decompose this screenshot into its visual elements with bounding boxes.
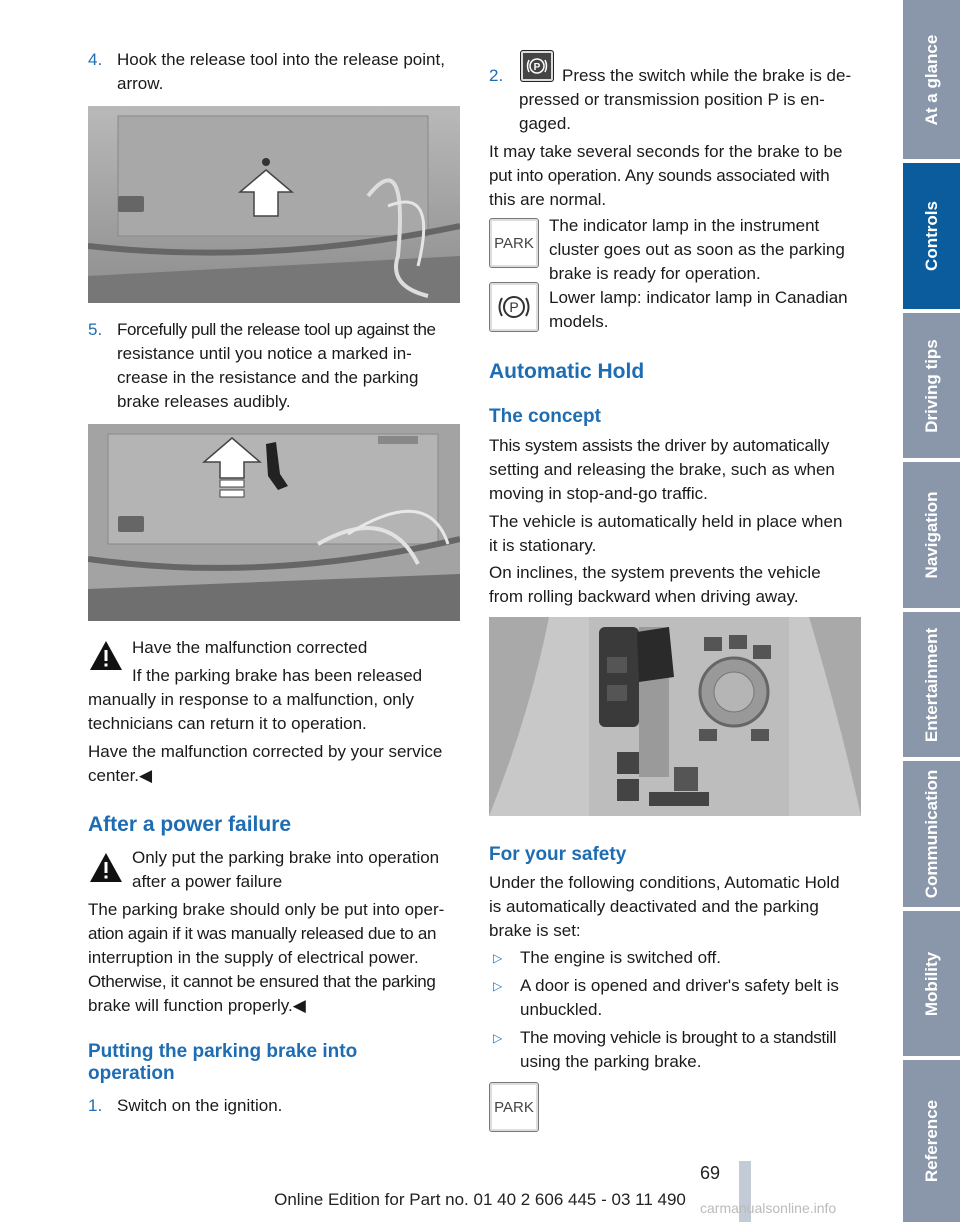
step-5-text-line3: crease in the resistance and the parking <box>117 368 419 387</box>
lower-line2: models. <box>549 312 609 331</box>
concept-line3: moving in stop-and-go traffic. <box>489 484 708 503</box>
park-label: PARK <box>494 234 534 252</box>
indicator-line3: brake is ready for operation. <box>549 264 761 283</box>
step-2-text-line1: Press the switch while the brake is de‐ <box>562 66 852 85</box>
tab-reference[interactable]: Reference <box>903 1060 960 1222</box>
indicator-line2: cluster goes out as soon as the parking <box>549 240 845 259</box>
bullet-3-line1: The moving vehicle is brought to a standstill <box>520 1028 837 1047</box>
page-number: 69 <box>700 1163 721 1183</box>
step-5-text-line1: Forcefully pull the release tool up against the <box>117 320 436 339</box>
step-2-text-line2: pressed or transmission position P is en‐ <box>519 90 825 109</box>
step-5-number: 5. <box>88 320 103 339</box>
warn2-line3: The parking brake should only be put into oper‐ <box>88 900 445 919</box>
power-failure-heading: After a power failure <box>88 813 292 836</box>
center-console-photo <box>489 617 861 816</box>
watermark: carmanualsonline.info <box>700 1200 837 1216</box>
warn2-line6: Otherwise, it cannot be ensured that the parking <box>88 972 436 991</box>
warn1-line3: manually in response to a malfunction, only <box>88 690 415 709</box>
concept-line5: it is stationary. <box>489 536 597 555</box>
warn2-line4: ation again if it was manually released due to an <box>88 924 437 943</box>
putting-heading-line1: Putting the parking brake into <box>88 1041 358 1062</box>
tab-navigation[interactable]: Navigation <box>903 462 960 608</box>
footer-edition: Online Edition for Part no. 01 40 2 606 445 - 03 11 490 <box>274 1190 686 1209</box>
pull-tool-photo <box>88 424 460 621</box>
warn2-line7: brake will function properly.◀ <box>88 996 306 1015</box>
bullet-icon: ▷ <box>493 951 503 965</box>
para1-line3: this are normal. <box>489 190 607 209</box>
warn2-line1: Only put the parking brake into operation <box>132 848 440 867</box>
tab-driving-tips[interactable]: Driving tips <box>903 313 960 458</box>
park-indicator-icon <box>489 1082 539 1132</box>
indicator-line1: The indicator lamp in the instrument <box>549 216 820 235</box>
lower-line1: Lower lamp: indicator lamp in Canadian <box>549 288 848 307</box>
warn1-line4: technicians can return it to operation. <box>88 714 367 733</box>
canadian-parking-lamp-icon <box>489 282 539 332</box>
bullet-2-line1: A door is opened and driver's safety belt is <box>520 976 839 995</box>
step-4-text-line1: Hook the release tool into the release point, <box>117 50 445 69</box>
safety-heading: For your safety <box>489 844 627 865</box>
bullet-1-line1: The engine is switched off. <box>520 948 721 967</box>
bullet-2-line2: unbuckled. <box>520 1000 603 1019</box>
step-2-text-line3: gaged. <box>519 114 571 133</box>
para1-line1: It may take several seconds for the brake to be <box>489 142 843 161</box>
step-4-text-line2: arrow. <box>117 74 164 93</box>
warn1-line5: Have the malfunction corrected by your service <box>88 742 443 761</box>
parking-brake-switch-icon <box>520 50 554 82</box>
step-5-text-line4: brake releases audibly. <box>117 392 291 411</box>
concept-line2: setting and releasing the brake, such as when <box>489 460 835 479</box>
safety-line1: Under the following conditions, Automatic Hold <box>489 873 840 892</box>
warning-icon <box>88 638 124 674</box>
warning-icon <box>88 850 124 886</box>
section-sidebar <box>903 0 960 1222</box>
concept-heading: The concept <box>489 406 601 427</box>
putting-heading-line2: operation <box>88 1063 175 1084</box>
safety-line2: is automatically deactivated and the parking <box>489 897 819 916</box>
tab-communication[interactable]: Communication <box>903 761 960 907</box>
para1-line2: put into operation. Any sounds associated with <box>489 166 830 185</box>
step-1-text: Switch on the ignition. <box>117 1096 283 1115</box>
warn1-line1: Have the malfunction corrected <box>132 638 368 657</box>
release-point-photo <box>88 106 460 303</box>
warn2-line2: after a power failure <box>132 872 283 891</box>
bullet-icon: ▷ <box>493 1031 503 1045</box>
svg-text:P: P <box>533 62 541 73</box>
concept-line1: This system assists the driver by automatically <box>489 436 830 455</box>
concept-line7: from rolling backward when driving away. <box>489 587 799 606</box>
park-indicator-icon <box>489 218 539 268</box>
tab-at-a-glance[interactable]: At a glance <box>903 0 960 159</box>
tab-controls[interactable]: Controls <box>903 163 960 309</box>
bullet-icon: ▷ <box>493 979 503 993</box>
bullet-3-line2: using the parking brake. <box>520 1052 702 1071</box>
step-5-text-line2: resistance until you notice a marked in‐ <box>117 344 412 363</box>
step-4-number: 4. <box>88 50 103 69</box>
park-label: PARK <box>494 1098 534 1116</box>
tab-entertainment[interactable]: Entertainment <box>903 612 960 757</box>
step-2-number: 2. <box>489 66 504 85</box>
step-1-number: 1. <box>88 1096 103 1115</box>
concept-line6: On inclines, the system prevents the vehicle <box>489 563 821 582</box>
concept-line4: The vehicle is automatically held in place when <box>489 512 843 531</box>
automatic-hold-heading: Automatic Hold <box>489 360 645 383</box>
safety-line3: brake is set: <box>489 921 581 940</box>
warn1-line6: center.◀ <box>88 766 153 785</box>
tab-mobility[interactable]: Mobility <box>903 911 960 1056</box>
warn1-line2: If the parking brake has been released <box>132 666 423 685</box>
warn2-line5: interruption in the supply of electrical power. <box>88 948 419 967</box>
svg-text:P: P <box>509 299 519 315</box>
